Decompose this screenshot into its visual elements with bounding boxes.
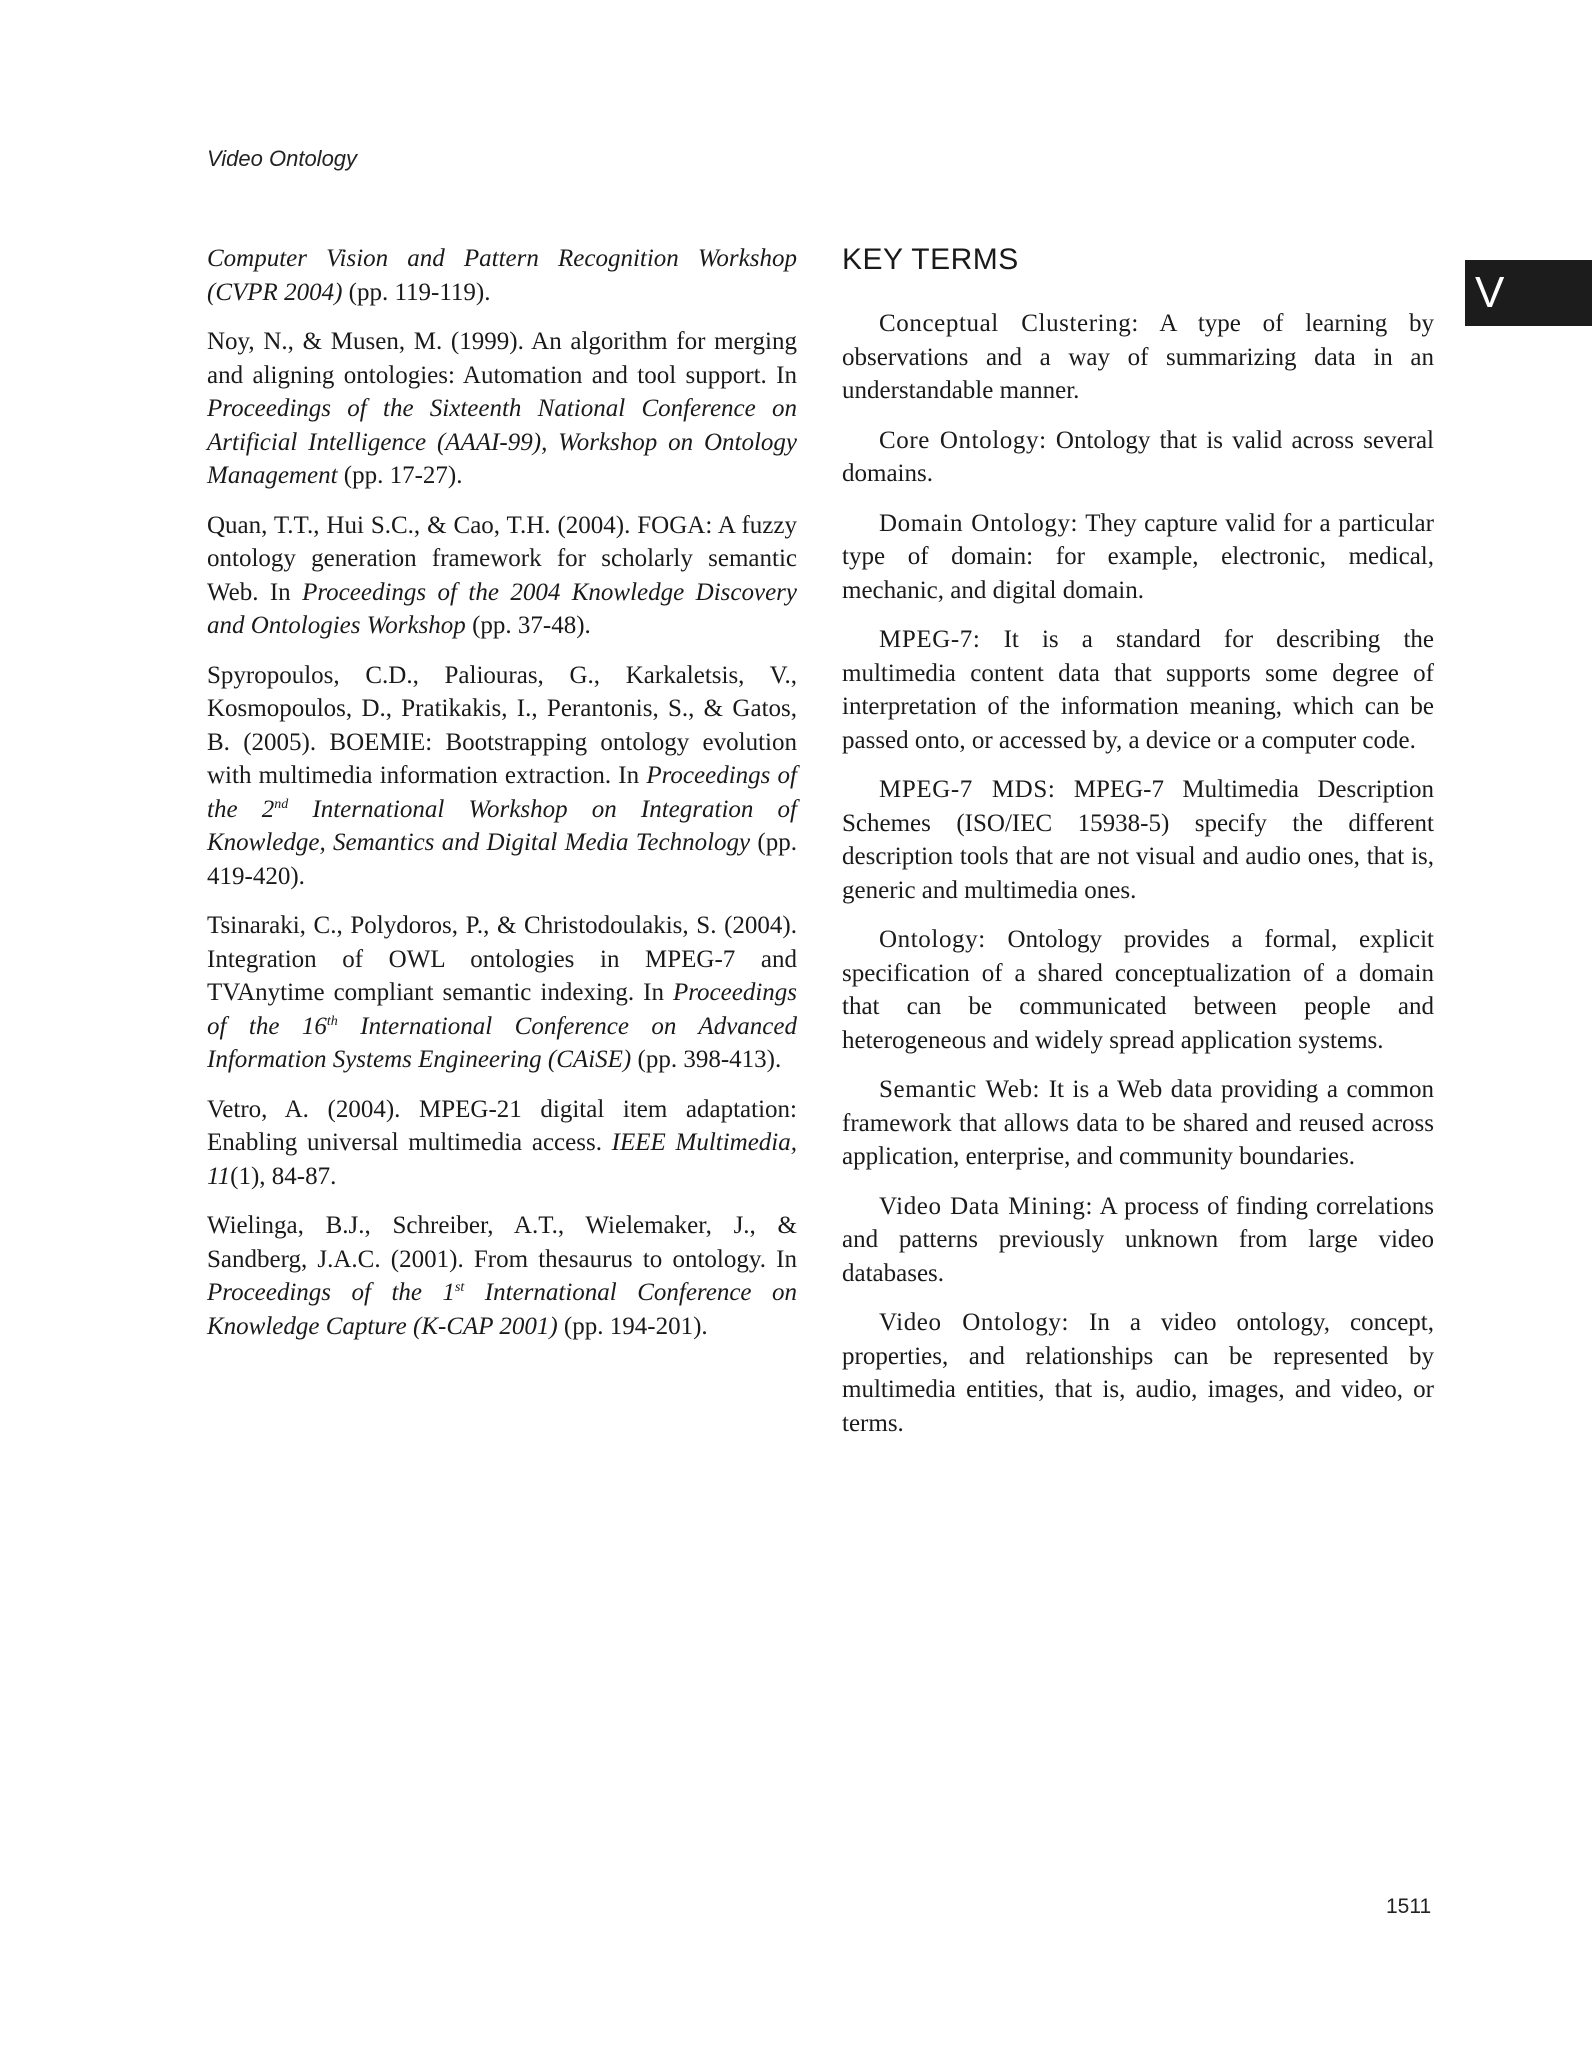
key-term-name: Video Ontology: [879,1309,1069,1336]
reference-part: nd [274,796,289,812]
reference-part: Proceedings of the 16 [207,979,797,1040]
key-term-definition: A process of finding correlations and patterns previously unknown from large video databases. [842,1192,1434,1287]
reference-entry [207,659,797,894]
key-term [842,424,1434,491]
reference-part: International Workshop on Integration of Knowledge, Semantics and Digital Media Technology [207,795,798,856]
reference-part: (pp. 119-119). [342,278,491,306]
reference-entry [207,242,797,309]
key-term-definition: They capture valid for a particular type of domain: for example, electronic, medical, mechanic, and digital domain. [842,509,1434,604]
reference-part: Quan, T.T., Hui S.C., & Cao, T.H. (2004). FOGA: A fuzzy ontology generation framework for scholarly semantic Web. In [207,511,797,606]
key-term-name: Conceptual Clustering: [879,310,1139,337]
key-term-name: Ontology: [879,926,986,953]
reference-part: (pp. 194-201). [557,1312,708,1340]
key-term [842,307,1434,408]
key-term-definition: Ontology that is valid across several domains. [842,426,1434,487]
key-term-name: MPEG-7 MDS: [879,776,1056,803]
key-term [842,507,1434,608]
key-term [842,1190,1434,1291]
reference-part: Spyropoulos, C.D., Paliouras, G., Karkaletsis, V., Kosmopoulos, D., Pratikakis, I., Perantonis, S., & Gatos, B. (2005). BOEMIE: Bootstrapping ontology evolution with multimedia information extraction. In [207,661,797,789]
key-term [842,1306,1434,1440]
key-term-definition: It is a standard for describing the multimedia content data that supports some degree of interpretation of the information meaning, which can be passed onto, or accessed by, a device or a computer code. [842,626,1434,754]
reference-part: Wielinga, B.J., Schreiber, A.T., Wielemaker, J., & Sandberg, J.A.C. (2001). From thesaurus to ontology. In [207,1212,797,1273]
key-term-definition: Ontology provides a formal, explicit specification of a shared conceptualization of a domain that can be communicated between people and heterogeneous and widely spread application systems. [842,926,1434,1054]
key-term [842,623,1434,757]
key-terms-column [842,242,1434,1456]
reference-part: Computer Vision and Pattern Recognition Workshop (CVPR 2004) [207,245,797,306]
key-term-name: Domain Ontology: [879,509,1079,537]
reference-part: Proceedings of the 2 [207,762,797,823]
reference-part: Proceedings of the 1 [207,1279,455,1306]
reference-part: st [454,1280,465,1295]
reference-part: International Conference on Knowledge Capture (K-CAP 2001) [207,1279,797,1340]
reference-entry [207,325,797,493]
key-term-name: Semantic Web: [879,1076,1041,1103]
reference-part: (pp. 398-413). [631,1046,782,1073]
reference-part: International Conference on Advanced Information Systems Engineering (CAiSE) [207,1012,797,1073]
page-number: 1511 [1386,1895,1432,1918]
reference-entry [207,509,797,643]
reference-part: (1), 84-87. [230,1162,337,1190]
reference-part: Tsinaraki, C., Polydoros, P., & Christodoulakis, S. (2004). Integration of OWL ontologies in MPEG-7 and TVAnytime compliant semantic indexing. In [207,912,797,1006]
reference-part: (pp. 419-420). [207,829,797,890]
reference-part: Vetro, A. (2004). MPEG-21 digital item adaptation: Enabling universal multimedia access. [207,1095,797,1156]
reference-part: (pp. 37-48). [465,612,591,639]
key-term [842,773,1434,907]
reference-entry [207,1209,797,1343]
section-tab: V [1465,260,1592,326]
references-column [207,242,797,1359]
reference-entry [207,909,797,1077]
key-terms-heading: KEY TERMS [842,243,1019,276]
key-term-definition: In a video ontology, concept, properties, and relationships can be represented by multimedia entities, that is, audio, images, and video, or terms. [842,1309,1434,1437]
reference-part: (pp. 17-27). [337,462,463,489]
key-term-name: Video Data Mining: [879,1192,1094,1220]
key-term-name: Core Ontology: [879,426,1047,454]
running-head: Video Ontology [207,146,358,171]
reference-part: Proceedings of the Sixteenth National Conference on Artificial Intelligence (AAAI-99), Workshop on Ontology Management [207,395,797,489]
reference-part: th [326,1013,338,1029]
reference-entry [207,1093,797,1194]
reference-part: Proceedings of the 2004 Knowledge Discovery and Ontologies Workshop [207,578,798,639]
key-term [842,1073,1434,1174]
key-term-name: MPEG-7: [879,626,981,653]
key-term-definition: A type of learning by observations and a way of summarizing data in an understandable manner. [842,310,1434,404]
key-term-definition: MPEG-7 Multimedia Description Schemes (ISO/IEC 15938-5) specify the different description tools that are not visual and audio ones, that is, generic and multimedia ones. [842,776,1434,904]
key-term [842,923,1434,1057]
reference-part: Noy, N., & Musen, M. (1999). An algorithm for merging and aligning ontologies: Automation and tool support. In [207,328,797,389]
key-term-definition: It is a Web data providing a common framework that allows data to be shared and reused across application, enterprise, and community boundaries. [842,1076,1434,1170]
reference-part: IEEE Multimedia, 11 [207,1129,798,1190]
